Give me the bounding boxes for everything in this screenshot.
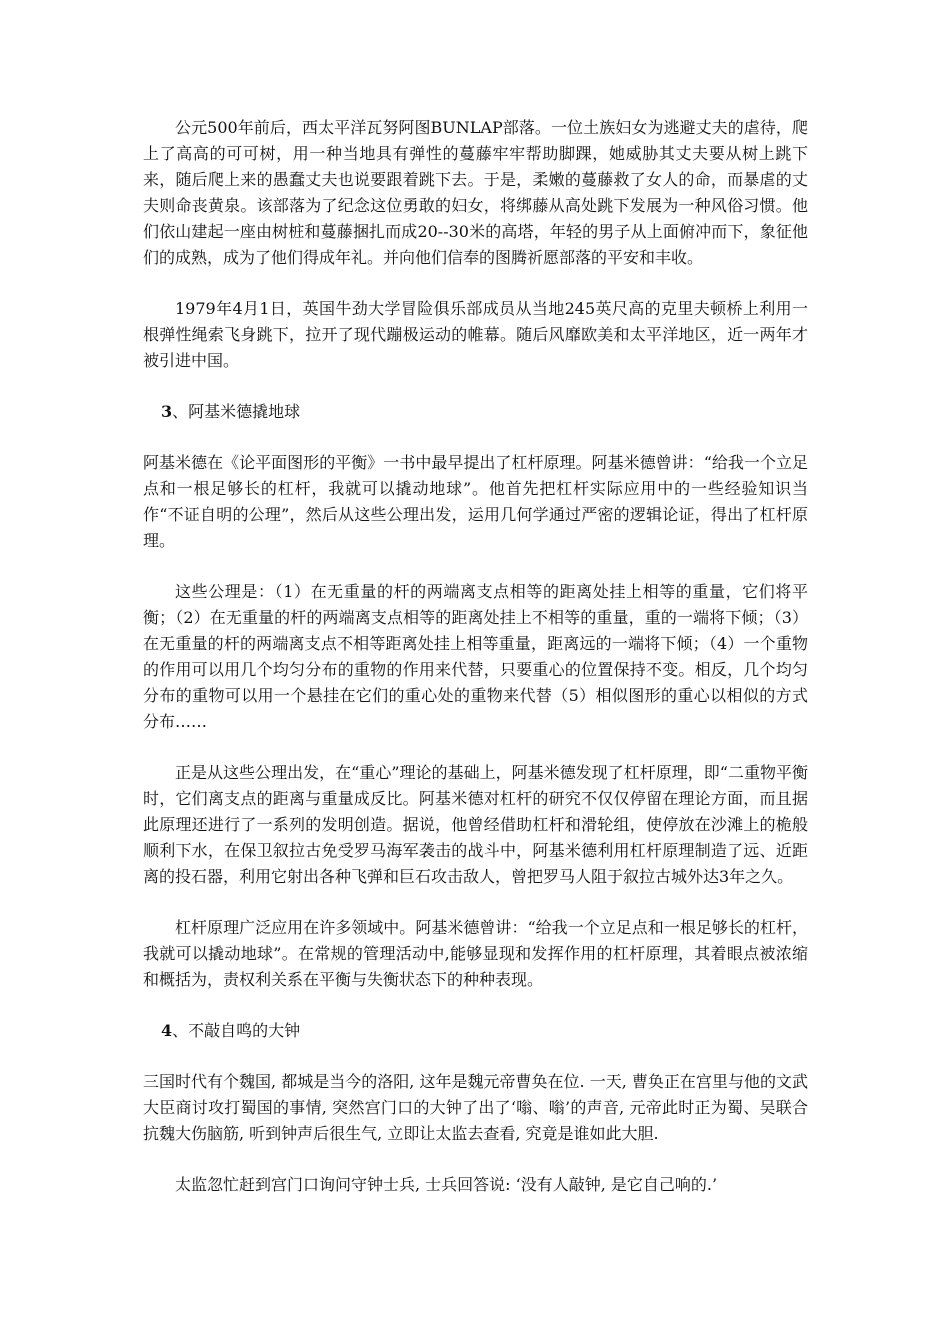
section-number: 4 [161,1021,173,1040]
paragraph-bell-story: 三国时代有个魏国, 都城是当今的洛阳, 这年是魏元帝曹奂在位. 一天, 曹奂正在宫里与他的文武大臣商讨攻打蜀国的事情, 突然宫门口的大钟了出了‘嗡、嗡’的声音, 元帝此时正为蜀、吴联合抗魏大伤脑筋, 听到钟声后很生气, 立即让太监去查看, 究竟是谁如此大胆. [143,1072,808,1143]
document-body [143,115,808,1198]
paragraph-lever-discovery: 正是从这些公理出发，在“重心”理论的基础上，阿基米德发现了杠杆原理，即“二重物平衡时，它们离支点的距离与重量成反比。阿基米德对杠杆的研究不仅仅停留在理论方面，而且据此原理还进行了一系列的发明创造。据说，他曾经借助杠杆和滑轮组，使停放在沙滩上的桅般顺利下水，在保卫叙拉古免受罗马海军袭击的战斗中，阿基米德利用杠杆原理制造了远、近距离的投石器，利用它射出各种飞弹和巨石攻击敌人，曾把罗马人阻于叙拉古城外达3年之久。 [143,763,808,886]
paragraph-lever-application: 杠杆原理广泛应用在许多领域中。阿基米德曾讲：“给我一个立足点和一根足够长的杠杆，我就可以撬动地球”。在常规的管理活动中,能够显现和发挥作用的杠杆原理，其着眼点被浓缩和概括为，责权利关系在平衡与失衡状态下的种种表现。 [143,918,808,989]
section-heading-3 [143,399,808,425]
paragraph-eunuch-inquiry: 太监忽忙赶到宫门口询问守钟士兵, 士兵回答说: ‘没有人敲钟, 是它自己响的.’ [175,1175,718,1194]
section-number: 3 [161,402,173,421]
section-heading-4 [143,1018,808,1044]
paragraph-bunlap-legend: 公元500年前后，西太平洋瓦努阿图BUNLAP部落。一位土族妇女为逃避丈夫的虐待，爬上了高高的可可树，用一种当地具有弹性的蔓藤牢牢帮助脚踝，她威胁其丈夫要从树上跳下来，随后爬上来的愚蠢丈夫也说要跟着跳下去。于是，柔嫩的蔓藤救了女人的命，而暴虐的丈夫则命丧黄泉。该部落为了纪念这位勇敢的妇女，将绑藤从高处跳下发展为一种风俗习惯。他们依山建起一座由树桩和蔓藤捆扎而成20--30米的高塔，年轻的男子从上面俯冲而下，象征他们的成熟，成为了他们得成年礼。并向他们信奉的图腾祈愿部落的平安和丰收。 [143,118,808,267]
section-title: 、阿基米德撬地球 [172,402,301,421]
paragraph-axioms: 这些公理是：（1）在无重量的杆的两端离支点相等的距离处挂上相等的重量，它们将平衡；（2）在无重量的杆的两端离支点相等的距离处挂上不相等的重量，重的一端将下倾；（3）在无重量的杆的两端离支点不相等距离处挂上相等重量，距离远的一端将下倾；（4）一个重物的作用可以用几个均匀分布的重物的作用来代替，只要重心的位置保持不变。相反，几个均匀分布的重物可以用一个悬挂在它们的重心处的重物来代替（5）相似图形的重心以相似的方式分布…… [143,582,808,731]
paragraph-lever-intro: 阿基米德在《论平面图形的平衡》一书中最早提出了杠杆原理。阿基米德曾讲：“给我一个立足点和一根足够长的杠杆，我就可以撬动地球”。他首先把杠杆实际应用中的一些经验知识当作“不证自明的公理”，然后从这些公理出发，运用几何学通过严密的逻辑论证，得出了杠杆原理。 [143,453,808,550]
paragraph-modern-bungee: 1979年4月1日，英国牛劲大学冒险俱乐部成员从当地245英尺高的克里夫顿桥上利用一根弹性绳索飞身跳下，拉开了现代蹦极运动的帷幕。随后风靡欧美和太平洋地区，近一两年才被引进中国。 [143,299,808,370]
section-title: 、不敲自鸣的大钟 [172,1021,301,1040]
